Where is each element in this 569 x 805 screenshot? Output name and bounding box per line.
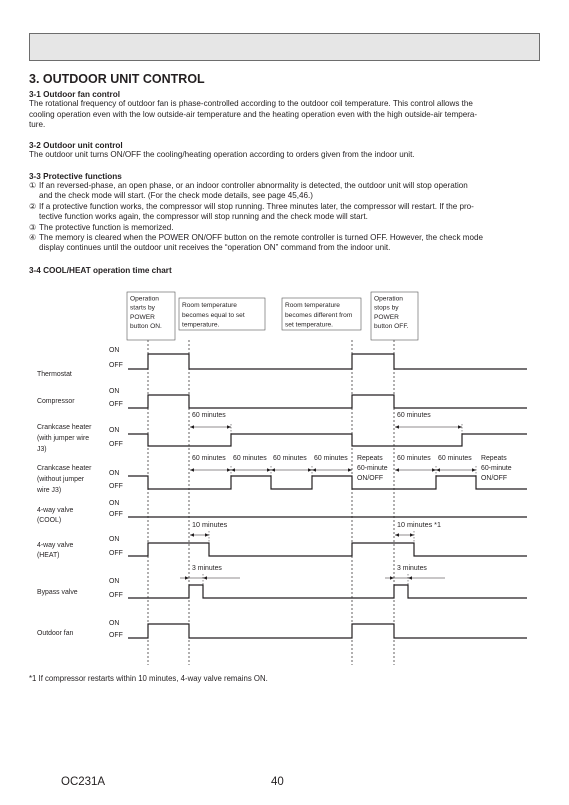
thermostat-waveform <box>128 354 527 369</box>
text-line: and the check mode will start. (For the check mode details, see page 45,46.) <box>39 191 313 201</box>
off-level-label: OFF <box>109 632 123 639</box>
signal-label: J3) <box>37 446 47 453</box>
annotation-60-minutes: 60 minutes <box>438 455 472 462</box>
annotation-60-minutes: 60 minutes <box>314 455 348 462</box>
on-level-label: ON <box>109 536 120 543</box>
off-level-label: OFF <box>109 401 123 408</box>
signal-label: Crankcase heater <box>37 424 92 431</box>
annotation-repeats: 60-minute <box>357 465 388 472</box>
on-level-label: ON <box>109 347 120 354</box>
duration-arrow-head <box>308 468 312 472</box>
annotation-60-minutes: 60 minutes <box>397 455 431 462</box>
duration-arrow-head <box>267 468 271 472</box>
outdoor-fan-waveform <box>128 624 527 638</box>
annotation-60-minutes: 60 minutes <box>192 412 226 419</box>
item-marker: ① <box>29 181 37 190</box>
duration-arrow-head <box>185 576 189 580</box>
duration-arrow-head <box>472 468 476 472</box>
duration-arrow-head <box>395 468 399 472</box>
duration-arrow-head <box>231 468 235 472</box>
off-level-label: OFF <box>109 483 123 490</box>
duration-arrow-head <box>190 425 194 429</box>
annotation-3-minutes: 3 minutes <box>397 565 427 572</box>
text-line: cooling operation even with the low outside-air temperature and the heating operation even with the high outside-air tempera- <box>29 109 478 119</box>
duration-arrow-head <box>395 425 399 429</box>
protective-functions-heading: 3-3 Protective functions <box>29 172 122 181</box>
text-line: The rotational frequency of outdoor fan is phase-controlled according to the outdoor coil temperature. This control allows the <box>29 99 473 108</box>
annotation-repeats: Repeats <box>357 455 383 462</box>
signal-label: (without jumper <box>37 476 85 483</box>
annotation-10-minutes-note: 10 minutes *1 <box>397 520 441 529</box>
crankcase-heater-1-waveform <box>128 434 527 446</box>
event-box-label: POWER <box>374 313 399 321</box>
text-line: ture. <box>29 120 46 130</box>
annotation-repeats: 60-minute <box>481 465 512 472</box>
page-number: 40 <box>271 776 284 788</box>
annotation-repeats: Repeats <box>481 455 507 462</box>
text-line: The outdoor unit turns ON/OFF the cooling/heating operation according to orders given from the indoor unit. <box>29 150 415 159</box>
footnote: *1 If compressor restarts within 10 minutes, 4-way valve remains ON. <box>29 674 268 683</box>
duration-arrow-head <box>205 533 209 537</box>
annotation-60-minutes: 60 minutes <box>233 455 267 462</box>
duration-arrow-head <box>410 533 414 537</box>
duration-arrow-head <box>271 468 275 472</box>
off-level-label: OFF <box>109 592 123 599</box>
signal-label: wire J3) <box>37 487 62 494</box>
annotation-60-minutes: 60 minutes <box>273 455 307 462</box>
duration-arrow-head <box>432 468 436 472</box>
document-code: OC231A <box>61 776 106 788</box>
unit-control-heading: 3-2 Outdoor unit control <box>29 141 123 150</box>
event-box-label: Room temperature <box>285 302 340 309</box>
text-line: The memory is cleared when the POWER ON/OFF button on the remote controller is turned OFF. However, the check mode <box>39 233 483 243</box>
signal-label: 4-way valve <box>37 507 74 514</box>
compressor-waveform <box>128 395 527 408</box>
section-title: 3. OUTDOOR UNIT CONTROL <box>29 72 205 86</box>
crankcase-heater-2-waveform <box>128 476 527 489</box>
item-marker: ④ <box>29 233 37 243</box>
signal-label: Bypass valve <box>37 589 78 596</box>
event-box-label: stops by <box>374 304 399 312</box>
on-level-label: ON <box>109 427 120 434</box>
duration-arrow-head <box>436 468 440 472</box>
duration-arrow-head <box>395 533 399 537</box>
on-level-label: ON <box>109 620 120 627</box>
text-line: display continues until the outdoor unit receives the “operation ON” command from the indoor unit. <box>39 243 391 253</box>
event-box-label: button ON. <box>130 323 162 331</box>
duration-arrow-head <box>203 576 207 580</box>
event-box-label: Operation <box>130 295 159 303</box>
valve-heat-waveform <box>128 543 527 556</box>
text-line: tective function works again, the compressor will stop running and the check mode will start. <box>39 212 368 222</box>
item-marker: ② <box>29 201 37 211</box>
off-level-label: OFF <box>109 511 123 518</box>
signal-label: (HEAT) <box>37 552 60 559</box>
annotation-3-minutes: 3 minutes <box>192 565 222 572</box>
signal-label: Compressor <box>37 398 75 405</box>
fan-control-heading: 3-1 Outdoor fan control <box>29 90 120 99</box>
on-level-label: ON <box>109 470 120 477</box>
event-box-label: set temperature. <box>285 321 334 329</box>
duration-arrow-head <box>227 425 231 429</box>
signal-label: Thermostat <box>37 371 72 378</box>
text-line: The protective function is memorized. <box>39 222 174 232</box>
off-level-label: OFF <box>109 441 123 448</box>
signal-label: Crankcase heater <box>37 465 92 472</box>
annotation-repeats: ON/OFF <box>481 475 508 482</box>
duration-arrow-head <box>390 576 394 580</box>
event-box-label: POWER <box>130 313 155 321</box>
duration-arrow-head <box>190 533 194 537</box>
annotation-10-minutes: 10 minutes <box>192 520 228 529</box>
off-level-label: OFF <box>109 550 123 557</box>
bypass-valve-waveform <box>128 585 527 598</box>
signal-label: (COOL) <box>37 517 62 524</box>
off-level-label: OFF <box>109 362 123 369</box>
signal-label: Outdoor fan <box>37 630 74 637</box>
duration-arrow-head <box>190 468 194 472</box>
signal-label: 4-way valve <box>37 542 74 549</box>
on-level-label: ON <box>109 578 120 585</box>
annotation-60-minutes: 60 minutes <box>397 412 431 419</box>
signal-label: (with jumper wire <box>37 435 90 442</box>
duration-arrow-head <box>312 468 316 472</box>
duration-arrow-head <box>458 425 462 429</box>
on-level-label: ON <box>109 388 120 395</box>
duration-arrow-head <box>227 468 231 472</box>
event-box-label: button OFF. <box>374 323 409 331</box>
event-box-label: becomes different from <box>285 311 353 319</box>
annotation-60-minutes: 60 minutes <box>192 455 226 462</box>
text-line: If an reversed-phase, an open phase, or an indoor controller abnormality is detected, the outdoor unit will stop operation <box>39 181 468 190</box>
event-box-label: starts by <box>130 304 155 312</box>
event-box-label: Operation <box>374 295 403 303</box>
duration-arrow-head <box>348 468 352 472</box>
event-box-label: temperature. <box>182 321 220 329</box>
duration-arrow-head <box>408 576 412 580</box>
annotation-repeats: ON/OFF <box>357 475 384 482</box>
event-box-label: Room temperature <box>182 302 237 309</box>
time-chart-heading: 3-4 COOL/HEAT operation time chart <box>29 266 172 275</box>
text-line: If a protective function works, the compressor will stop running. Three minutes later, the compressor will restart. If the pro- <box>39 201 474 211</box>
item-marker: ③ <box>29 222 37 232</box>
on-level-label: ON <box>109 500 120 507</box>
event-box-label: becomes equal to set <box>182 311 245 319</box>
